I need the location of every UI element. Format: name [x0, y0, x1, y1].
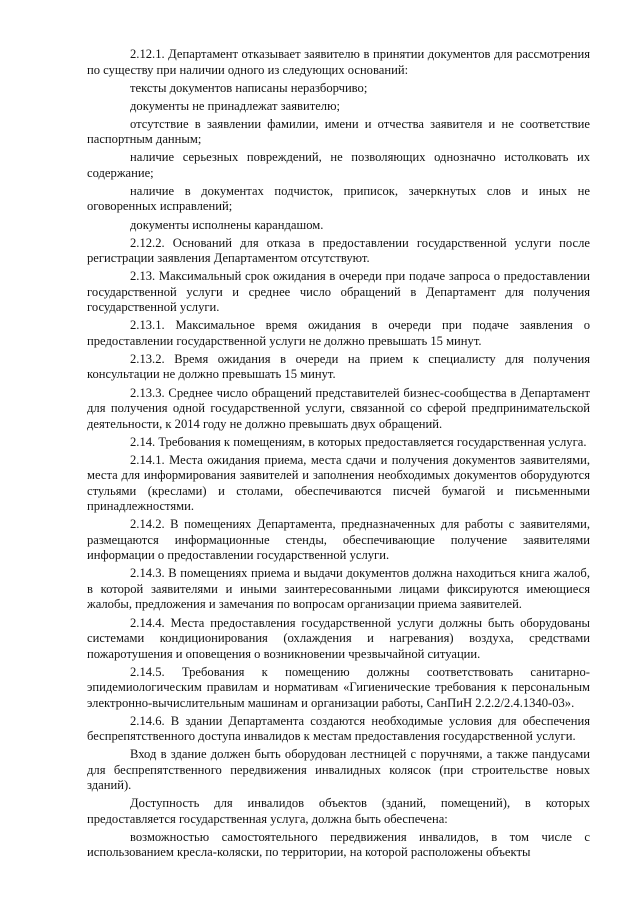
- paragraph-missing-name: отсутствие в заявлении фамилии, имени и отчества заявителя и не соответствие паспортным данным;: [87, 116, 590, 147]
- paragraph-2-12-1: 2.12.1. Департамент отказывает заявителю в принятии документов для рассмотрения по существу при наличии одного из следующих оснований:: [87, 47, 590, 77]
- paragraph-entrance: Вход в здание должен быть оборудован лестницей с поручнями, а также пандусами для беспрепятственного передвижения инвалидных колясок (при строительстве новых зданий).: [87, 747, 590, 793]
- paragraph-2-14-1: 2.14.1. Места ожидания приема, места сдачи и получения документов заявителями, места для информирования заявителей и заполнения необходимых документов оборудуются стульями (креслами) и столами, обеспечиваются писчей бумагой и письменными принадлежностями.: [87, 452, 590, 514]
- paragraph-corrections: наличие в документах подчисток, приписок, зачеркнутых слов и иных не оговоренных исправлений;: [87, 183, 590, 214]
- paragraph-pencil: документы исполнены карандашом.: [130, 217, 324, 232]
- paragraph-illegible-text: тексты документов написаны неразборчиво;: [130, 80, 368, 95]
- paragraph-2-14-3: 2.14.3. В помещениях приема и выдачи документов должна находиться книга жалоб, в которой заявителями и иными заинтересованными лицами фиксируются имеющиеся жалобы, предложения и замечания по вопросам организации приема заявителей.: [87, 566, 590, 612]
- paragraph-accessibility: Доступность для инвалидов объектов (зданий, помещений), в которых предоставляется государственная услуга, должна быть обеспечена:: [87, 796, 590, 826]
- paragraph-2-14-2: 2.14.2. В помещениях Департамента, предназначенных для работы с заявителями, размещаются информационные стенды, обеспечивающие получение заявителями информации о предоставлении государственной услуги.: [87, 517, 590, 563]
- document-body: [87, 47, 590, 864]
- paragraph-2-14-5: 2.14.5. Требования к помещению должны соответствовать санитарно-эпидемиологическим правилам и нормативам «Гигиенические требования к персональным электронно-вычислительным машинам и организации работы, СанПиН 2.2.2/2.4.1340-03».: [87, 664, 590, 710]
- paragraph-2-14-4: 2.14.4. Места предоставления государственной услуги должны быть оборудованы системами кондиционирования (охлаждения и нагревания) воздуха, средствами пожаротушения и оповещения о возникновении чрезвычайной ситуации.: [87, 615, 590, 661]
- paragraph-2-13-1: 2.13.1. Максимальное время ожидания в очереди при подаче заявления о предоставлении государственной услуги не должно превышать 15 минут.: [87, 318, 590, 348]
- paragraph-2-12-2: 2.12.2. Оснований для отказа в предоставлении государственной услуги после регистрации заявления Департаментом отсутствуют.: [87, 235, 590, 266]
- paragraph-2-13-3: 2.13.3. Среднее число обращений представителей бизнес-сообщества в Департамент для получения одной государственной услуги, связанной со сферой предпринимательской деятельности, к 2014 году не должно превышать двух обращений.: [87, 385, 590, 431]
- paragraph-2-13-2: 2.13.2. Время ожидания в очереди на прием к специалисту для получения консультации не должно превышать 15 минут.: [87, 351, 590, 382]
- paragraph-2-13: 2.13. Максимальный срок ожидания в очереди при подаче запроса о предоставлении государственной услуги и среднее число обращений в Департамент для получения государственной услуги.: [87, 269, 590, 315]
- paragraph-serious-damage: наличие серьезных повреждений, не позволяющих однозначно истолковать их содержание;: [87, 150, 590, 180]
- paragraph-independent-movement: возможностью самостоятельного передвижения инвалидов, в том числе с использованием кресла-коляски, по территории, на которой расположены объекты: [87, 829, 590, 860]
- paragraph-2-14: 2.14. Требования к помещениям, в которых предоставляется государственная услуга.: [130, 434, 587, 449]
- paragraph-2-14-6: 2.14.6. В здании Департамента создаются необходимые условия для обеспечения беспрепятственного доступа инвалидов к местам предоставления государственной услуги.: [87, 713, 590, 744]
- paragraph-not-applicant-documents: документы не принадлежат заявителю;: [130, 98, 340, 113]
